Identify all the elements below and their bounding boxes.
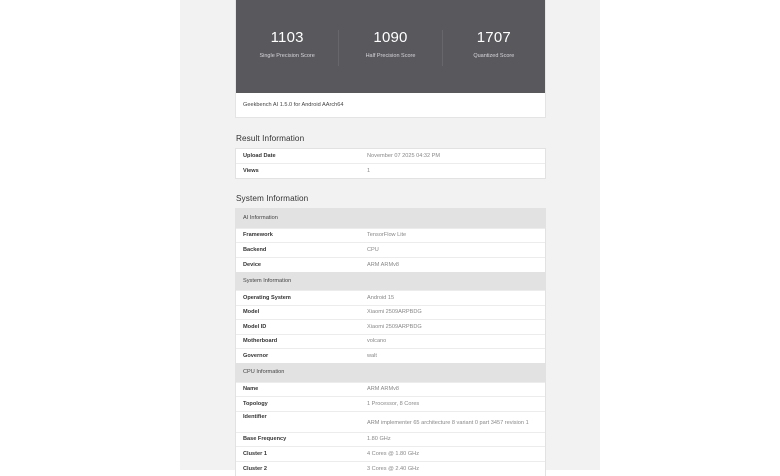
row-value: 4 Cores @ 1.80 GHz [360, 447, 545, 462]
table-row [236, 447, 545, 462]
score-value: 1090 [373, 29, 408, 46]
row-value: Xiaomi 2509ARPBDG [360, 320, 545, 335]
table-row [236, 432, 545, 447]
table-row [236, 257, 545, 272]
row-key: Cluster 1 [236, 447, 360, 462]
row-value: 1 [360, 164, 545, 179]
row-key: Name [236, 382, 360, 397]
row-value: walt [360, 349, 545, 364]
row-value: Xiaomi 2509ARPBDG [360, 305, 545, 320]
row-value: 1 Processor, 8 Cores [360, 397, 545, 412]
row-key: Backend [236, 243, 360, 258]
benchmark-version: Geekbench AI 1.5.0 for Android AArch64 [236, 93, 545, 117]
table-row [236, 243, 545, 258]
table-row [236, 334, 545, 349]
row-value: ARM implementer 65 architecture 8 variant 0 part 3457 revision 1 [360, 411, 545, 432]
score-label: Quantized Score [473, 53, 515, 59]
row-value: 3 Cores @ 2.40 GHz [360, 461, 545, 476]
table-row [236, 149, 545, 164]
row-key: Model [236, 305, 360, 320]
group-header-ai [236, 209, 545, 228]
row-key: Governor [236, 349, 360, 364]
table-row [236, 349, 545, 364]
row-key: Topology [236, 397, 360, 412]
row-key: Identifier [236, 411, 360, 432]
row-key: Base Frequency [236, 432, 360, 447]
group-header-system [236, 272, 545, 291]
table-row [236, 305, 545, 320]
half-precision-score [339, 30, 442, 66]
single-precision-score [236, 30, 339, 66]
result-information-title: Result Information [236, 134, 305, 143]
group-title: CPU Information [236, 363, 545, 382]
table-row [236, 164, 545, 179]
table-row [236, 461, 545, 476]
group-title: System Information [236, 272, 545, 291]
row-value: 1.80 GHz [360, 432, 545, 447]
row-key: Cluster 2 [236, 461, 360, 476]
row-value: TensorFlow Lite [360, 228, 545, 243]
score-card [236, 0, 545, 117]
row-value: November 07 2025 04:32 PM [367, 153, 441, 159]
group-header-cpu [236, 363, 545, 382]
quantized-score [443, 30, 545, 66]
row-key: Views [236, 164, 360, 179]
score-panel [236, 0, 545, 93]
system-information-title: System Information [236, 194, 309, 203]
row-key: Device [236, 257, 360, 272]
group-title: AI Information [236, 209, 545, 228]
table-row [236, 291, 545, 306]
system-information-table [236, 209, 545, 476]
result-content [236, 0, 545, 476]
row-value: ARM ARMv8 [360, 257, 545, 272]
row-key: Operating System [236, 291, 360, 306]
result-information-table [236, 149, 545, 178]
row-value: volcano [360, 334, 545, 349]
table-row [236, 411, 545, 432]
row-key: Motherboard [236, 334, 360, 349]
table-row [236, 228, 545, 243]
table-row [236, 320, 545, 335]
score-value: 1103 [270, 29, 304, 46]
score-value: 1707 [476, 29, 511, 46]
row-key: Upload Date [243, 153, 276, 159]
row-value: Android 15 [360, 291, 545, 306]
score-label: Half Precision Score [365, 53, 416, 59]
table-row [236, 382, 545, 397]
row-value: ARM ARMv8 [360, 382, 545, 397]
score-label: Single Precision Score [259, 53, 315, 59]
row-value: CPU [360, 243, 545, 258]
table-row [236, 397, 545, 412]
row-key: Model ID [236, 320, 360, 335]
row-key: Framework [236, 228, 360, 243]
